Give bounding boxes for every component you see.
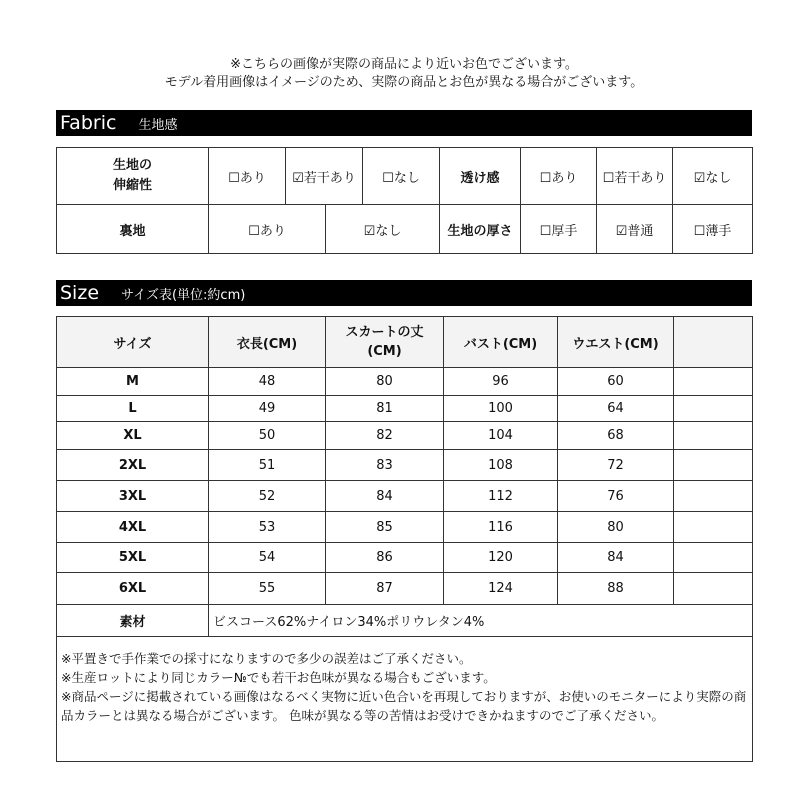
size-value-cell: 82 — [326, 422, 444, 450]
size-value-cell: 52 — [209, 481, 326, 512]
header-cell: サイズ — [57, 317, 209, 368]
size-value-cell: 104 — [444, 422, 558, 450]
fabric-section-header — [56, 110, 752, 136]
size-value-cell: 100 — [444, 396, 558, 422]
size-value-cell — [674, 573, 753, 605]
size-value-cell: 53 — [209, 512, 326, 543]
size-value-cell: 84 — [326, 481, 444, 512]
material-label: 素材 — [57, 605, 209, 637]
size-label-cell: 3XL — [57, 481, 209, 512]
size-value-cell — [674, 422, 753, 450]
lining-option: ☐あり — [209, 205, 326, 254]
thickness-option: ☐薄手 — [673, 205, 753, 254]
size-table — [56, 316, 753, 762]
size-row — [57, 573, 753, 605]
size-title-en: Size — [60, 282, 100, 304]
size-value-cell: 50 — [209, 422, 326, 450]
size-value-cell: 76 — [558, 481, 674, 512]
size-value-cell: 96 — [444, 368, 558, 396]
notice-line-2: モデル着用画像はイメージのため、実際の商品とお色が異なる場合がございます。 — [164, 75, 644, 90]
size-label-cell: 5XL — [57, 543, 209, 573]
notes-row — [57, 637, 753, 762]
stretch-option: ☐あり — [209, 148, 286, 205]
size-header-row — [57, 317, 753, 368]
size-value-cell: 80 — [558, 512, 674, 543]
size-label-cell: 2XL — [57, 450, 209, 481]
size-section-header — [56, 280, 752, 306]
size-value-cell: 72 — [558, 450, 674, 481]
size-label-cell: 4XL — [57, 512, 209, 543]
size-value-cell: 54 — [209, 543, 326, 573]
sheer-option: ☐若干あり — [597, 148, 673, 205]
thickness-label: 生地の厚さ — [440, 205, 521, 254]
note-line: ※商品ページに掲載されている画像はなるべく実物に近い色合いを再現しておりますが、お使いのモニターにより実際の商品カラーとは異なる場合がございます。 色味が異なる等の苦情はお受けできかねますのでご了承ください。 — [61, 689, 747, 723]
sheer-option: ☐あり — [521, 148, 597, 205]
size-value-cell — [674, 512, 753, 543]
stretch-option: ☑若干あり — [286, 148, 363, 205]
size-row — [57, 512, 753, 543]
stretch-label: 生地の 伸縮性 — [57, 148, 209, 205]
size-label-cell: M — [57, 368, 209, 396]
sheer-label: 透け感 — [440, 148, 521, 205]
size-value-cell: 83 — [326, 450, 444, 481]
size-value-cell: 112 — [444, 481, 558, 512]
stretch-option: ☐なし — [363, 148, 440, 205]
size-value-cell — [674, 450, 753, 481]
size-value-cell: 87 — [326, 573, 444, 605]
size-value-cell: 64 — [558, 396, 674, 422]
size-title-jp: サイズ表(単位:約cm) — [121, 287, 246, 303]
fabric-title-en: Fabric — [60, 112, 117, 134]
size-value-cell: 68 — [558, 422, 674, 450]
material-row — [57, 605, 753, 637]
size-label-cell: L — [57, 396, 209, 422]
fabric-table — [56, 147, 753, 254]
note-line: ※生産ロットにより同じカラー№でも若干お色味が異なる場合もございます。 — [61, 670, 496, 685]
header-cell: バスト(CM) — [444, 317, 558, 368]
size-value-cell — [674, 368, 753, 396]
size-value-cell: 81 — [326, 396, 444, 422]
header-cell: ウエスト(CM) — [558, 317, 674, 368]
fabric-title-jp: 生地感 — [138, 117, 178, 133]
size-value-cell — [674, 543, 753, 573]
size-value-cell: 60 — [558, 368, 674, 396]
lining-option: ☑なし — [326, 205, 440, 254]
notes-cell — [57, 637, 753, 762]
size-value-cell: 86 — [326, 543, 444, 573]
size-value-cell: 48 — [209, 368, 326, 396]
size-value-cell: 88 — [558, 573, 674, 605]
header-cell: 衣長(CM) — [209, 317, 326, 368]
note-line: ※平置きで手作業での採寸になりますので多少の誤差はご了承ください。 — [61, 651, 472, 666]
fabric-row-lining — [57, 205, 753, 254]
size-label-cell: 6XL — [57, 573, 209, 605]
size-row — [57, 450, 753, 481]
size-value-cell: 116 — [444, 512, 558, 543]
size-row — [57, 396, 753, 422]
size-row — [57, 481, 753, 512]
thickness-option: ☑普通 — [597, 205, 673, 254]
size-value-cell: 84 — [558, 543, 674, 573]
sheer-option: ☑なし — [673, 148, 753, 205]
size-value-cell: 108 — [444, 450, 558, 481]
size-value-cell: 85 — [326, 512, 444, 543]
notice-line-1: ※こちらの画像が実際の商品により近いお色でございます。 — [230, 57, 578, 72]
size-value-cell — [674, 396, 753, 422]
size-value-cell: 120 — [444, 543, 558, 573]
size-value-cell — [674, 481, 753, 512]
size-value-cell: 55 — [209, 573, 326, 605]
header-cell: スカートの丈 (CM) — [326, 317, 444, 368]
size-row — [57, 543, 753, 573]
size-value-cell: 51 — [209, 450, 326, 481]
size-value-cell: 124 — [444, 573, 558, 605]
lining-label: 裏地 — [57, 205, 209, 254]
thickness-option: ☐厚手 — [521, 205, 597, 254]
fabric-row-stretch — [57, 148, 753, 205]
header-cell — [674, 317, 753, 368]
size-value-cell: 49 — [209, 396, 326, 422]
size-row — [57, 422, 753, 450]
size-value-cell: 80 — [326, 368, 444, 396]
material-value: ビスコース62%ナイロン34%ポリウレタン4% — [209, 605, 753, 637]
size-label-cell: XL — [57, 422, 209, 450]
size-row — [57, 368, 753, 396]
